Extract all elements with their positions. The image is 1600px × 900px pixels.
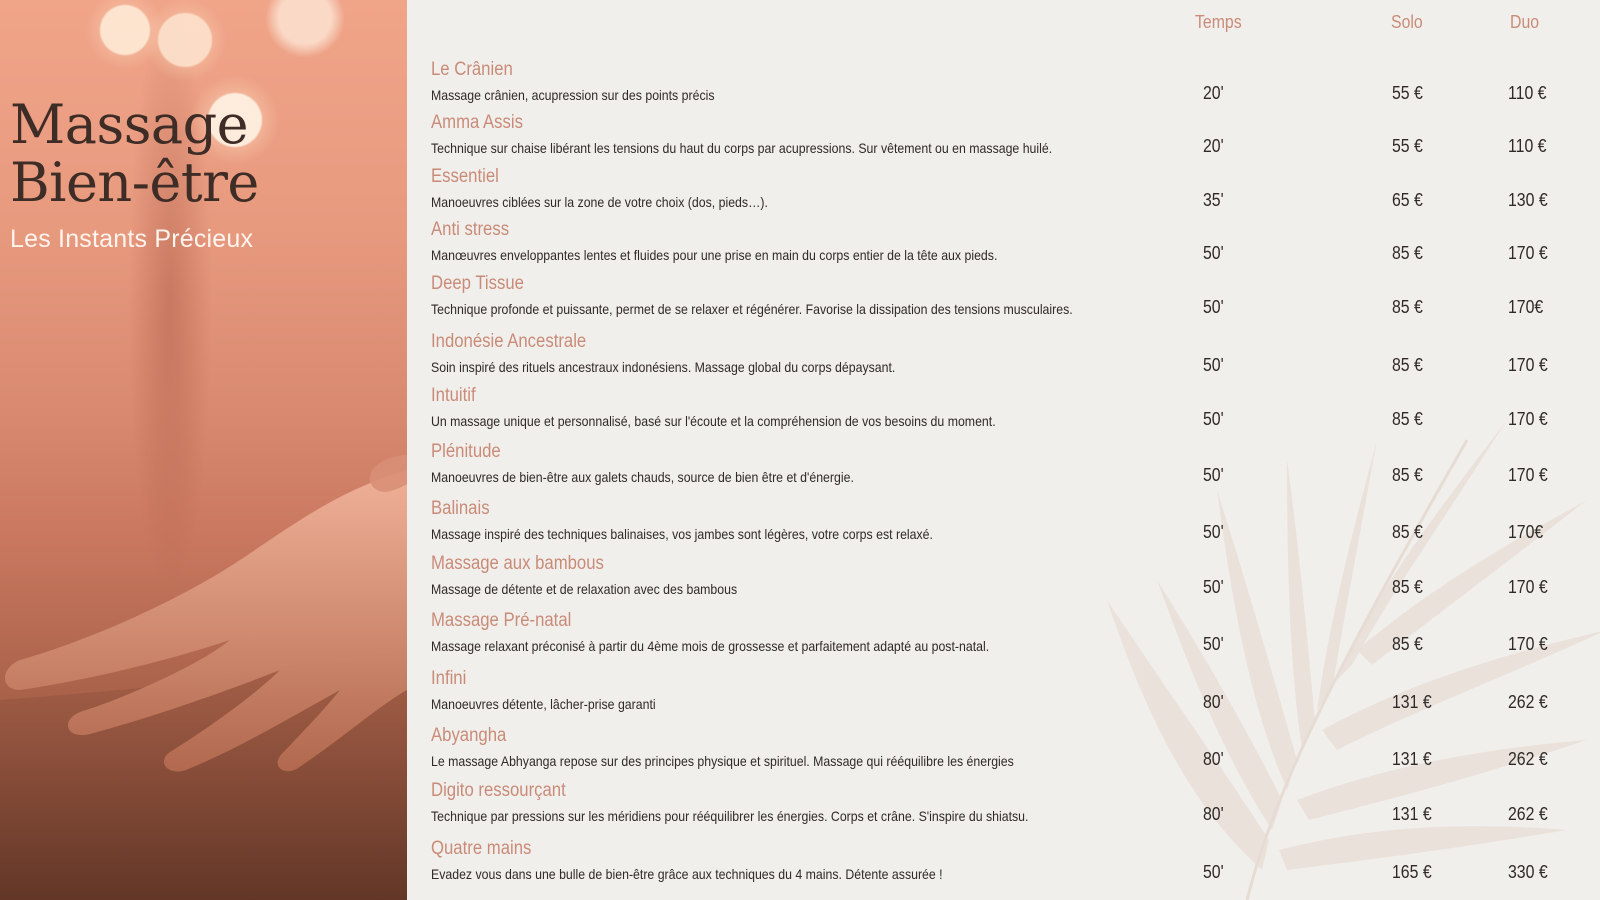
service-price-duo: 262 € bbox=[1508, 749, 1548, 769]
hero-subtitle: Les Instants Précieux bbox=[10, 225, 254, 253]
service-name: Intuitif bbox=[431, 385, 476, 406]
service-description: Technique profonde et puissante, permet de se relaxer et régénérer. Favorise la dissipation des tensions musculaires. bbox=[431, 301, 1073, 317]
service-name: Balinais bbox=[431, 498, 490, 519]
service-row-indonesie bbox=[407, 331, 1600, 385]
service-price-solo: 85 € bbox=[1392, 297, 1423, 317]
service-time: 50' bbox=[1203, 862, 1224, 882]
service-row-cranien bbox=[407, 59, 1600, 113]
service-row-anti-stress bbox=[407, 219, 1600, 273]
service-name: Infini bbox=[431, 668, 467, 689]
service-name: Abyangha bbox=[431, 725, 507, 746]
service-time: 50' bbox=[1203, 577, 1224, 597]
service-time: 80' bbox=[1203, 692, 1224, 712]
service-price-duo: 170 € bbox=[1508, 243, 1548, 263]
service-price-duo: 110 € bbox=[1508, 83, 1547, 103]
header-duo: Duo bbox=[1510, 12, 1540, 32]
service-row-essentiel bbox=[407, 166, 1600, 220]
service-price-solo: 85 € bbox=[1392, 465, 1423, 485]
service-price-solo: 85 € bbox=[1392, 634, 1423, 654]
hero-panel bbox=[0, 0, 407, 900]
service-row-intuitif bbox=[407, 385, 1600, 439]
service-description: Evadez vous dans une bulle de bien-être grâce aux techniques du 4 mains. Détente assurée ! bbox=[431, 866, 943, 882]
service-time: 80' bbox=[1203, 749, 1224, 769]
service-description: Manoeuvres ciblées sur la zone de votre choix (dos, pieds…). bbox=[431, 194, 768, 210]
service-price-solo: 131 € bbox=[1392, 749, 1432, 769]
service-time: 50' bbox=[1203, 465, 1224, 485]
service-price-solo: 85 € bbox=[1392, 243, 1423, 263]
service-price-solo: 85 € bbox=[1392, 355, 1423, 375]
service-price-solo: 85 € bbox=[1392, 522, 1423, 542]
service-description: Soin inspiré des rituels ancestraux indonésiens. Massage global du corps dépaysant. bbox=[431, 359, 896, 375]
service-price-duo: 170 € bbox=[1508, 634, 1548, 654]
service-row-abyangha bbox=[407, 725, 1600, 779]
service-price-solo: 55 € bbox=[1392, 83, 1423, 103]
service-price-solo: 165 € bbox=[1392, 862, 1432, 882]
service-name: Massage Pré-natal bbox=[431, 610, 572, 631]
service-description: Technique sur chaise libérant les tensions du haut du corps par acupressions. Sur vêtement ou en massage huilé. bbox=[431, 140, 1053, 156]
header-time: Temps bbox=[1195, 12, 1242, 32]
service-name: Digito ressourçant bbox=[431, 780, 566, 801]
service-description: Manoeuvres de bien-être aux galets chauds, source de bien être et d'énergie. bbox=[431, 469, 854, 485]
service-row-quatre-mains bbox=[407, 838, 1600, 892]
service-description: Le massage Abhyanga repose sur des principes physique et spirituel. Massage qui rééquilibre les énergies bbox=[431, 753, 1014, 769]
service-time: 50' bbox=[1203, 634, 1224, 654]
service-name: Plénitude bbox=[431, 441, 501, 462]
service-time: 50' bbox=[1203, 355, 1224, 375]
service-row-prenatal bbox=[407, 610, 1600, 664]
service-description: Manoeuvres détente, lâcher-prise garanti bbox=[431, 696, 656, 712]
service-time: 35' bbox=[1203, 190, 1224, 210]
service-name: Essentiel bbox=[431, 166, 499, 187]
service-name: Le Crânien bbox=[431, 59, 513, 80]
service-row-digito bbox=[407, 780, 1600, 834]
service-name: Massage aux bambous bbox=[431, 553, 604, 574]
hero-title-line2: Bien-être bbox=[10, 151, 259, 214]
service-time: 50' bbox=[1203, 297, 1224, 317]
service-description: Massage relaxant préconisé à partir du 4ème mois de grossesse et parfaitement adapté au post-natal. bbox=[431, 638, 990, 654]
service-price-solo: 55 € bbox=[1392, 136, 1423, 156]
service-name: Indonésie Ancestrale bbox=[431, 331, 587, 352]
service-price-duo: 170 € bbox=[1508, 465, 1548, 485]
service-description: Massage inspiré des techniques balinaises, vos jambes sont légères, votre corps est relaxé. bbox=[431, 526, 933, 542]
service-row-bambous bbox=[407, 553, 1600, 607]
service-price-duo: 330 € bbox=[1508, 862, 1548, 882]
service-description: Massage de détente et de relaxation avec des bambous bbox=[431, 581, 738, 597]
header-solo: Solo bbox=[1391, 12, 1423, 32]
service-row-deep-tissue bbox=[407, 273, 1600, 327]
service-price-duo: 170 € bbox=[1508, 409, 1548, 429]
service-price-solo: 85 € bbox=[1392, 577, 1423, 597]
service-time: 20' bbox=[1203, 83, 1224, 103]
service-row-infini bbox=[407, 668, 1600, 722]
service-price-duo: 130 € bbox=[1508, 190, 1548, 210]
service-description: Manœuvres enveloppantes lentes et fluides pour une prise en main du corps entier de la tête aux pieds. bbox=[431, 247, 998, 263]
service-name: Quatre mains bbox=[431, 838, 532, 859]
service-price-duo: 170 € bbox=[1508, 577, 1548, 597]
service-price-solo: 131 € bbox=[1392, 692, 1432, 712]
service-name: Amma Assis bbox=[431, 112, 523, 133]
service-time: 20' bbox=[1203, 136, 1224, 156]
service-row-plenitude bbox=[407, 441, 1600, 495]
service-description: Massage crânien, acupression sur des points précis bbox=[431, 87, 715, 103]
service-price-duo: 170€ bbox=[1508, 297, 1544, 317]
service-name: Deep Tissue bbox=[431, 273, 524, 294]
service-price-duo: 170€ bbox=[1508, 522, 1544, 542]
service-time: 50' bbox=[1203, 522, 1224, 542]
price-list bbox=[407, 0, 1600, 900]
service-name: Anti stress bbox=[431, 219, 510, 240]
service-time: 80' bbox=[1203, 804, 1224, 824]
service-description: Technique par pressions sur les méridiens pour rééquilibrer les énergies. Corps et crâne. S'inspire du shiatsu. bbox=[431, 808, 1029, 824]
hero-title-line1: Massage bbox=[10, 93, 249, 156]
service-row-balinais bbox=[407, 498, 1600, 552]
service-price-duo: 262 € bbox=[1508, 804, 1548, 824]
service-price-solo: 65 € bbox=[1392, 190, 1423, 210]
service-price-duo: 170 € bbox=[1508, 355, 1548, 375]
service-time: 50' bbox=[1203, 409, 1224, 429]
service-price-duo: 110 € bbox=[1508, 136, 1547, 156]
service-price-solo: 131 € bbox=[1392, 804, 1432, 824]
hero-title bbox=[10, 93, 400, 214]
service-row-amma-assis bbox=[407, 112, 1600, 166]
service-price-duo: 262 € bbox=[1508, 692, 1548, 712]
service-price-solo: 85 € bbox=[1392, 409, 1423, 429]
service-time: 50' bbox=[1203, 243, 1224, 263]
service-description: Un massage unique et personnalisé, basé sur l'écoute et la compréhension de vos besoins du moment. bbox=[431, 413, 996, 429]
